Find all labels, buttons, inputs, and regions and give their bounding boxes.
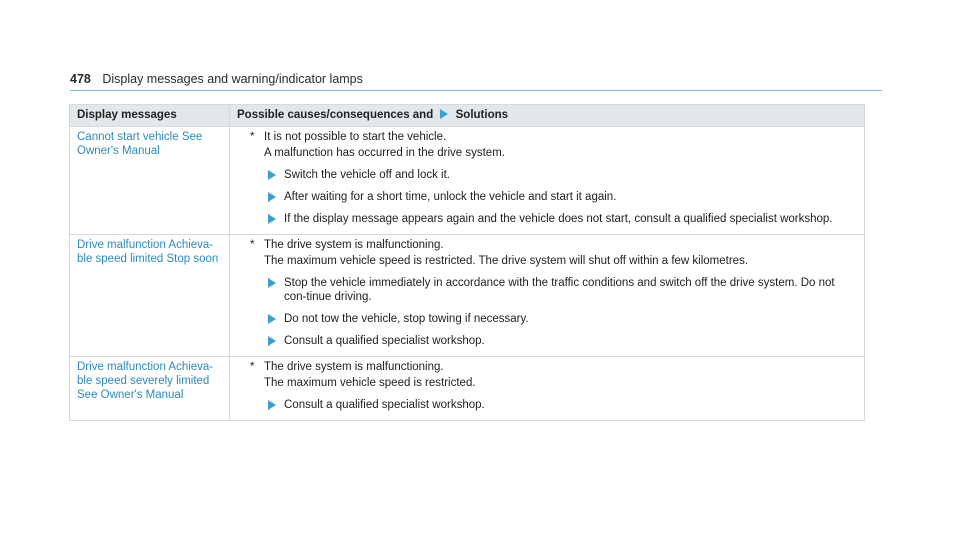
solution-step	[238, 276, 856, 304]
arrow-right-icon	[268, 214, 276, 224]
solutions-header-suffix: Solutions	[455, 109, 509, 121]
solution-step	[238, 312, 856, 326]
arrow-right-icon	[268, 192, 276, 202]
cause-detail: A malfunction has occurred in the drive system.	[264, 147, 505, 159]
cause-detail: The maximum vehicle speed is restricted. The drive system will shut off within a few kilometres.	[264, 255, 749, 267]
cause-text: The drive system is malfunctioning.	[264, 239, 444, 251]
page-number: 478	[70, 72, 91, 86]
page-header	[70, 72, 882, 86]
table-row	[70, 357, 865, 421]
solution-cell	[230, 357, 865, 421]
arrow-right-icon	[440, 109, 448, 119]
solutions-header-prefix: Possible causes/consequences and	[237, 109, 434, 121]
solution-step	[238, 212, 856, 226]
header-divider	[70, 90, 882, 91]
table-header-row	[70, 105, 865, 127]
step-text: Switch the vehicle off and lock it.	[284, 169, 450, 181]
step-text: Stop the vehicle immediately in accordance with the traffic conditions and switch off the drive system. Do not con-tinue driving.	[284, 277, 835, 303]
table-row	[70, 127, 865, 235]
arrow-right-icon	[268, 336, 276, 346]
cause-detail: The maximum vehicle speed is restricted.	[264, 377, 476, 389]
solution-step	[238, 334, 856, 348]
arrow-right-icon	[268, 170, 276, 180]
display-message: Drive malfunction Achieva-ble speed limited Stop soon	[70, 235, 230, 357]
solution-step	[238, 190, 856, 204]
solution-step	[238, 398, 856, 412]
display-messages-table	[69, 104, 865, 421]
arrow-right-icon	[268, 314, 276, 324]
arrow-right-icon	[268, 278, 276, 288]
step-text: Consult a qualified specialist workshop.	[284, 399, 485, 411]
solution-cell	[230, 127, 865, 235]
table-row	[70, 235, 865, 357]
cause-star: *	[250, 361, 255, 373]
cause-text: It is not possible to start the vehicle.	[264, 131, 447, 143]
step-text: Do not tow the vehicle, stop towing if necessary.	[284, 313, 529, 325]
solution-cell	[230, 235, 865, 357]
cause-block	[238, 238, 856, 268]
cause-star: *	[250, 131, 255, 143]
cause-star: *	[250, 239, 255, 251]
step-text: If the display message appears again and the vehicle does not start, consult a qualified specialist workshop.	[284, 213, 833, 225]
column-header-messages: Display messages	[70, 105, 230, 127]
column-header-solutions	[230, 105, 865, 127]
step-text: Consult a qualified specialist workshop.	[284, 335, 485, 347]
cause-block	[238, 360, 856, 390]
cause-block	[238, 130, 856, 160]
display-message: Cannot start vehicle See Owner's Manual	[70, 127, 230, 235]
display-message: Drive malfunction Achieva-ble speed severely limited See Owner's Manual	[70, 357, 230, 421]
page-title: Display messages and warning/indicator lamps	[102, 72, 363, 86]
arrow-right-icon	[268, 400, 276, 410]
cause-text: The drive system is malfunctioning.	[264, 361, 444, 373]
solution-step	[238, 168, 856, 182]
step-text: After waiting for a short time, unlock the vehicle and start it again.	[284, 191, 617, 203]
